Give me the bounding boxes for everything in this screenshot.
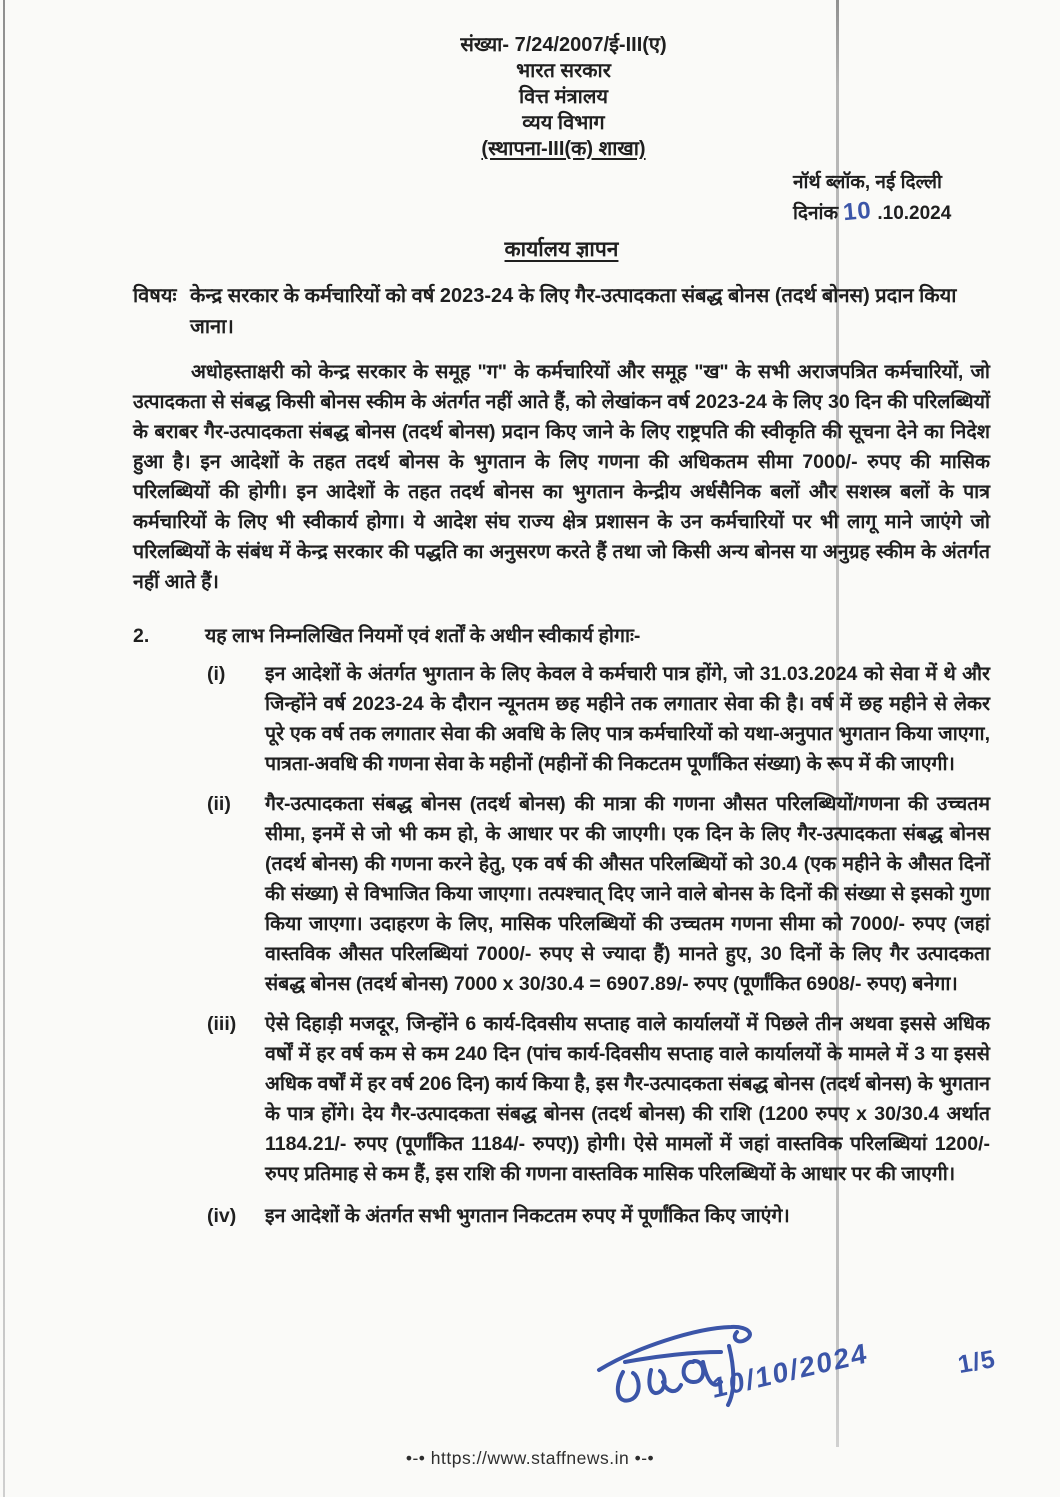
list-item-ii xyxy=(207,789,990,999)
org-line-branch: (स्थापना-III(क) शाखा) xyxy=(481,138,646,160)
list-marker-iv: (iv) xyxy=(207,1205,237,1227)
letterhead xyxy=(135,32,992,162)
place-date-block xyxy=(793,168,951,228)
list-text-iv: इन आदेशों के अंतर्गत सभी भुगतान निकटतम रुपए में पूर्णांकित किए जाएंगे। xyxy=(265,1205,790,1227)
subject-block xyxy=(133,281,990,343)
list-item-iii xyxy=(207,1009,990,1189)
subject-label: विषयः xyxy=(133,285,177,307)
list-text-iii: ऐसे दिहाड़ी मजदूर, जिन्होंने 6 कार्य-दिवसीय सप्ताह वाले कार्यालयों में पिछले तीन अथवा इससे अधिक वर्षों में हर वर्ष कम से कम 240 दिन (पांच कार्य-दिवसीय सप्ताह वाले कार्यालयों के मामले में 3 या इससे अधिक वर्षों में हर वर्ष 206 दिन) कार्य किया है, इस गैर-उत्पादकता संबद्ध बोनस (तदर्थ बोनस) के भुगतान के पात्र होंगे। देय गैर-उत्पादकता संबद्ध बोनस (तदर्थ बोनस) की राशि (1200 रुपए x 30/30.4 अर्थात 1184.21/- रुपए (पूर्णांकित 1184/- रुपए)) होगी। ऐसे मामलों में जहां वास्तविक परिलब्धियां 1200/- रुपए प्रतिमाह से कम हैं, इस राशि की गणना वास्तविक मासिक परिलब्धियों के आधार पर की जाएगी। xyxy=(265,1013,990,1185)
paragraph-1: अधोहस्ताक्षरी को केन्द्र सरकार के समूह "ग" के कर्मचारियों और समूह "ख" के सभी अराजपत्रित कर्मचारियों, जो उत्पादकता से संबद्ध किसी बोनस स्कीम के अंतर्गत नहीं आते हैं, को लेखांकन वर्ष 2023-24 के लिए 30 दिन की परिलब्धियों के बराबर गैर-उत्पादकता संबद्ध बोनस (तदर्थ बोनस) प्रदान किए जाने के लिए राष्ट्रपति की स्वीकृति की सूचना देने का निदेश हुआ है। इन आदेशों के तहत तदर्थ बोनस के भुगतान के लिए गणना की अधिकतम सीमा 7000/- रुपए की मासिक परिलब्धियों की होगी। इन आदेशों के तहत तदर्थ बोनस का भुगतान केन्द्रीय अर्धसैनिक बलों और सशस्त्र बलों के पात्र कर्मचारियों के लिए भी स्वीकार्य होगा। ये आदेश संघ राज्य क्षेत्र प्रशासन के उन कर्मचारियों पर भी लागू माने जाएंगे जो परिलब्धियों के संबंध में केन्द्र सरकार की पद्धति का अनुसरण करते हैं तथा जो किसी अन्य बोनस या अनुग्रह स्कीम के अंतर्गत नहीं आते हैं। xyxy=(133,361,990,593)
list-marker-ii: (ii) xyxy=(207,793,231,815)
list-text-i: इन आदेशों के अंतर्गत भुगतान के लिए केवल वे कर्मचारी पात्र होंगे, जो 31.03.2024 को सेवा में थे और जिन्होंने वर्ष 2023-24 के दौरान न्यूनतम छह महीने तक लगातार सेवा की है। वर्ष में छह महीने से लेकर पूरे एक वर्ष तक लगातार सेवा की अवधि के लिए पात्र कर्मचारियों को यथा-अनुपात भुगतान किया जाएगा, पात्रता-अवधि की गणना सेवा के महीनों (महीनों की निकटतम पूर्णांकित संख्या) के रूप में की जाएगी। xyxy=(265,663,990,775)
org-line-ministry: वित्त मंत्रालय xyxy=(518,86,609,108)
org-line-department: व्यय विभाग xyxy=(522,112,605,134)
place-line: नॉर्थ ब्लॉक, नई दिल्ली xyxy=(793,172,942,193)
memo-title: कार्यालय ज्ञापन xyxy=(504,238,619,261)
handwritten-signature-date: 10/10/2024 xyxy=(710,1336,870,1405)
org-line-govt: भारत सरकार xyxy=(516,60,611,82)
clause-2 xyxy=(133,621,990,651)
subject-text: केन्द्र सरकार के कर्मचारियों को वर्ष 2023-24 के लिए गैर-उत्पादकता संबद्ध बोनस (तदर्थ बोनस) प्रदान किया जाना। xyxy=(190,285,957,338)
clause-2-text: यह लाभ निम्नलिखित नियमों एवं शर्तों के अधीन स्वीकार्य होगाः- xyxy=(205,625,641,647)
handwritten-day: 10 xyxy=(842,196,874,227)
list-marker-i: (i) xyxy=(207,663,226,685)
list-marker-iii: (iii) xyxy=(207,1013,237,1035)
date-line: दिनांक 10 .10.2024 xyxy=(793,196,952,227)
clause-2-number: 2. xyxy=(133,625,150,647)
file-number: संख्या- 7/24/2007/ई-III(ए) xyxy=(460,34,667,56)
list-item-i xyxy=(207,659,990,779)
list-item-iv xyxy=(207,1201,990,1231)
handwritten-page-marker: 1/5 xyxy=(955,1344,998,1380)
footer-watermark: •-• https://www.staffnews.in •-• xyxy=(405,1448,655,1468)
list-text-ii: गैर-उत्पादकता संबद्ध बोनस (तदर्थ बोनस) की मात्रा की गणना औसत परिलब्धियों/गणना की उच्चतम सीमा, इनमें से जो भी कम हो, के आधार पर की जाएगी। एक दिन के लिए गैर-उत्पादकता संबद्ध बोनस (तदर्थ बोनस) की गणना करने हेतु, एक वर्ष की औसत परिलब्धियों को 30.4 (एक महीने के औसत दिनों की संख्या) से विभाजित किया जाएगा। तत्पश्चात् दिए जाने वाले बोनस के दिनों की संख्या से इसको गुणा किया जाएगा। उदाहरण के लिए, मासिक परिलब्धियों की उच्चतम गणना सीमा को 7000/- रुपए (जहां वास्तविक औसत परिलब्धियां 7000/- रुपए से ज्यादा हैं) मानते हुए, 30 दिनों के लिए गैर उत्पादकता संबद्ध बोनस (तदर्थ बोनस) 7000 x 30/30.4 = 6907.89/- रुपए (पूर्णांकित 6908/- रुपए) बनेगा। xyxy=(265,793,990,995)
